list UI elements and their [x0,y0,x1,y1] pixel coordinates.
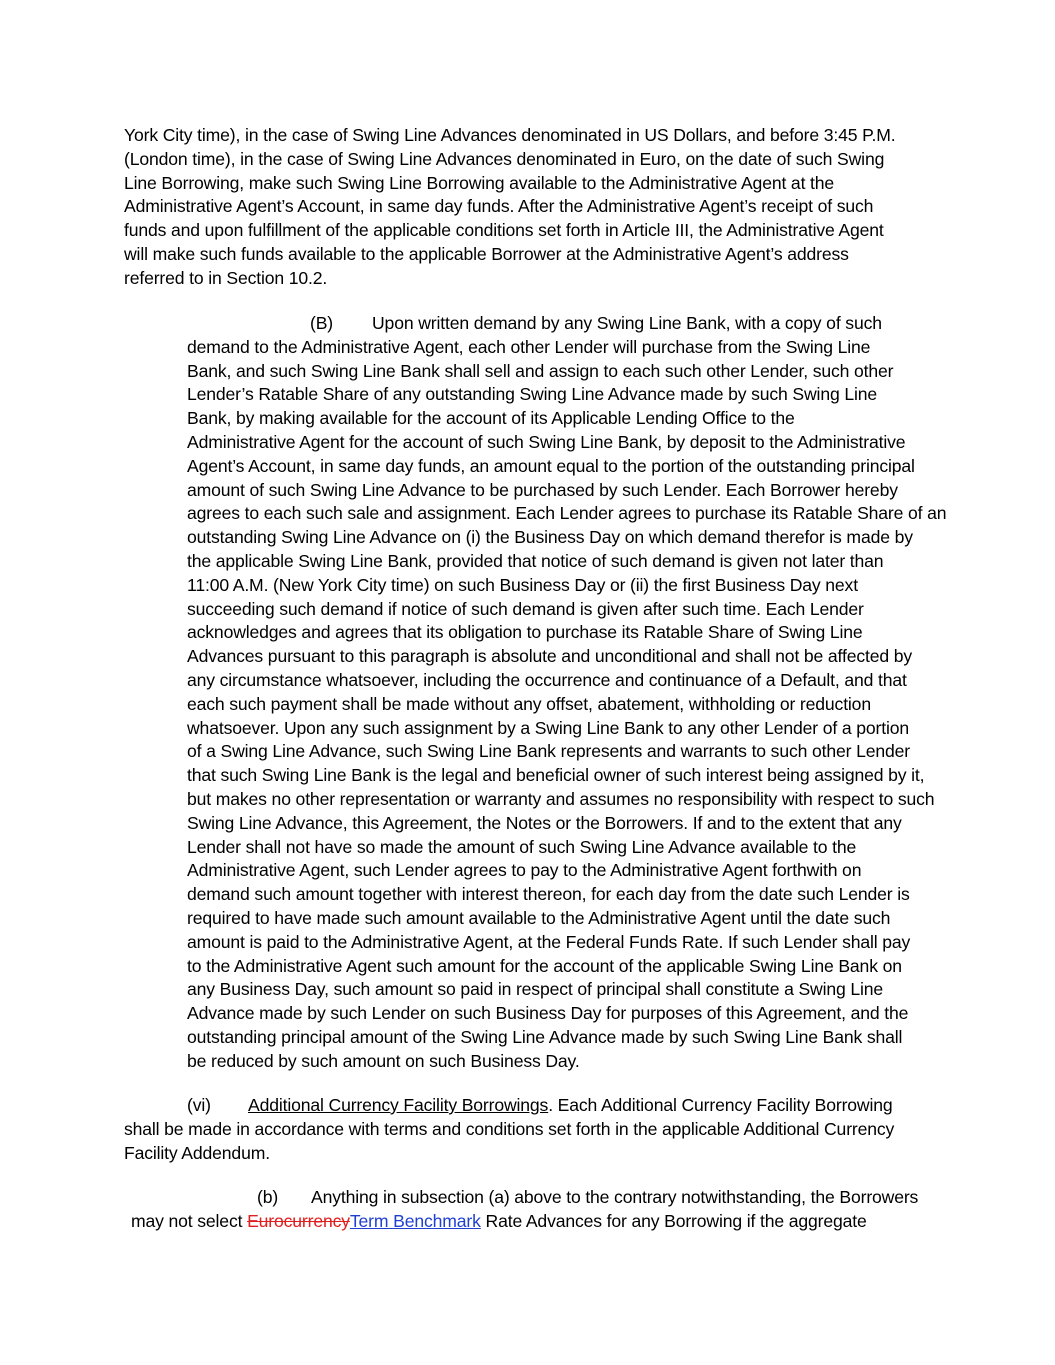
paragraph-b-lower-prefix: may not select [131,1210,248,1231]
paragraph-swing-line-borrowing-line: (London time), in the case of Swing Line Advances denominated in Euro, on the date of such Swing [124,148,885,169]
paragraph-b-line: Lender’s Ratable Share of any outstanding Swing Line Advance made by such Swing Line [187,384,877,405]
paragraph-swing-line-borrowing-line: funds and upon fulfillment of the applicable conditions set forth in Article III, the Administrative Agent [124,220,884,241]
paragraph-b-line: required to have made such amount available to the Administrative Agent until the date such [187,907,891,928]
paragraph-vi-line: shall be made in accordance with terms and conditions set forth in the applicable Additional Currency [124,1118,895,1139]
paragraph-b-line: Administrative Agent for the account of such Swing Line Bank, by deposit to the Administrative [187,431,906,452]
paragraph-swing-line-borrowing-line: Line Borrowing, make such Swing Line Borrowing available to the Administrative Agent at the [124,172,835,193]
paragraph-b-line: any Business Day, such amount so paid in respect of principal shall constitute a Swing Line [187,979,884,1000]
paragraph-b-demand [187,312,1007,1074]
deleted-text-revision: Eurocurrency [247,1210,350,1231]
paragraph-b-line: each such payment shall be made without any offset, abatement, withholding or reduction [187,693,871,714]
paragraph-b-line: Bank, by making available for the account of its Applicable Lending Office to the [187,408,795,429]
paragraph-swing-line-borrowing-line: Administrative Agent’s Account, in same day funds. After the Administrative Agent’s receipt of such [124,196,874,217]
paragraph-b-line: outstanding Swing Line Advance on (i) the Business Day on which demand therefor is made by [187,527,913,548]
paragraph-b-line: amount of such Swing Line Advance to be purchased by such Lender. Each Borrower hereby [187,479,898,500]
paragraph-b-line: Agent’s Account, in same day funds, an amount equal to the portion of the outstanding principal [187,455,915,476]
paragraph-swing-line-borrowing-line: York City time), in the case of Swing Line Advances denominated in US Dollars, and before 3:45 P.M. [124,125,896,145]
paragraph-b-line: of a Swing Line Advance, such Swing Line Bank represents and warrants to such other Lender [187,741,910,762]
paragraph-b-line: whatsoever. Upon any such assignment by a Swing Line Bank to any other Lender of a portion [187,717,909,738]
paragraph-b-lower-first-line [131,1186,1011,1210]
paragraph-b-line: succeeding such demand if notice of such demand is given after such time. Each Lender [187,598,864,619]
paragraph-b-line: agrees to each such sale and assignment. Each Lender agrees to purchase its Ratable Share of an [187,503,947,524]
paragraph-vi-first-line-rest: . Each Additional Currency Facility Borrowing [548,1095,893,1115]
paragraph-b-line: Swing Line Advance, this Agreement, the Notes or the Borrowers. If and to the extent that any [187,812,902,833]
paragraph-b-line: acknowledges and agrees that its obligation to purchase its Ratable Share of Swing Line [187,622,863,643]
paragraph-b-lower-label: (b) [257,1187,279,1207]
paragraph-b-line: demand to the Administrative Agent, each other Lender will purchase from the Swing Line [187,336,871,357]
paragraph-b-line: 11:00 A.M. (New York City time) on such Business Day or (ii) the first Business Day next [187,574,858,595]
inserted-text-revision: Term Benchmark [349,1210,481,1231]
paragraph-vi-line: Facility Addendum. [124,1142,270,1163]
paragraph-b-body [187,336,1007,1074]
paragraph-b-line: that such Swing Line Bank is the legal and beneficial owner of such interest being assigned by it, [187,765,925,786]
paragraph-b-first-line [187,312,1007,336]
paragraph-b-line: Lender shall not have so made the amount of such Swing Line Advance available to the [187,836,857,857]
paragraph-vi-heading: Additional Currency Facility Borrowings [248,1095,549,1115]
paragraph-b-line: amount is paid to the Administrative Agent, at the Federal Funds Rate. If such Lender shall pay [187,931,911,952]
paragraph-b-lowercase [131,1186,1011,1234]
paragraph-b-line: Advance made by such Lender on such Business Day for purposes of this Agreement, and the [187,1003,909,1024]
paragraph-b-line: any circumstance whatsoever, including the occurrence and continuance of a Default, and that [187,669,907,690]
paragraph-vi-additional-currency [124,1094,1004,1165]
paragraph-b-line: Bank, and such Swing Line Bank shall sell and assign to each such other Lender, such other [187,360,894,381]
paragraph-swing-line-borrowing [124,124,1004,291]
paragraph-swing-line-borrowing-line: will make such funds available to the applicable Borrower at the Administrative Agent’s address [124,243,849,264]
paragraph-vi-label: (vi) [187,1095,211,1115]
paragraph-vi-body [124,1118,1004,1166]
paragraph-b-line: demand such amount together with interest thereon, for each day from the date such Lender is [187,884,910,905]
paragraph-b-lower-first-line-text: Anything in subsection (a) above to the contrary notwithstanding, the Borrowers [311,1187,919,1207]
paragraph-b-lower-second-line [131,1210,1011,1234]
paragraph-b-first-line-text: Upon written demand by any Swing Line Bank, with a copy of such [372,313,882,333]
paragraph-b-line: but makes no other representation or warranty and assumes no responsibility with respect to such [187,788,935,809]
paragraph-b-line: the applicable Swing Line Bank, provided that notice of such demand is given not later than [187,550,884,571]
paragraph-b-line: Administrative Agent, such Lender agrees to pay to the Administrative Agent forthwith on [187,860,862,881]
paragraph-b-line: outstanding principal amount of the Swing Line Advance made by such Swing Line Bank shall [187,1026,903,1047]
paragraph-b-line: be reduced by such amount on such Business Day. [187,1050,580,1071]
paragraph-vi-first-line [124,1094,1004,1118]
paragraph-b-line: Advances pursuant to this paragraph is absolute and unconditional and shall not be affected by [187,646,913,667]
paragraph-swing-line-borrowing-line: referred to in Section 10.2. [124,267,328,288]
paragraph-b-label: (B) [310,313,334,333]
paragraph-b-lower-suffix: Rate Advances for any Borrowing if the aggregate [480,1210,867,1231]
paragraph-b-line: to the Administrative Agent such amount for the account of the applicable Swing Line Bank on [187,955,902,976]
